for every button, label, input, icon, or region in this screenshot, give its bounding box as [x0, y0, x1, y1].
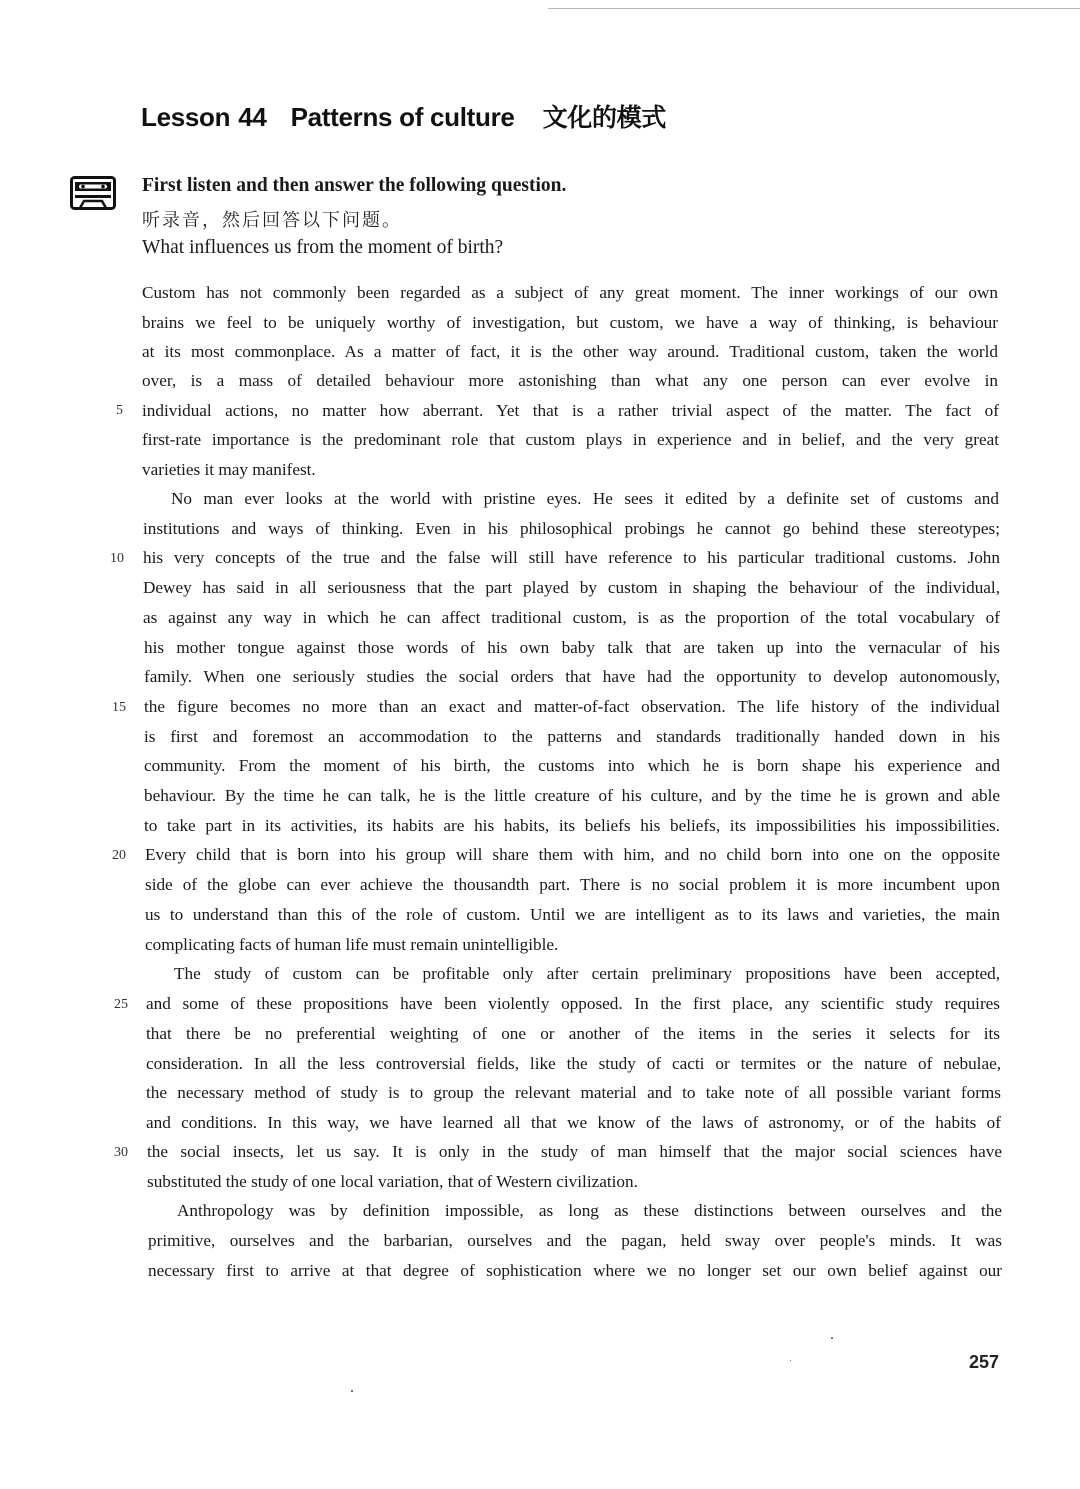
passage-line: primitive, ourselves and the barbarian, ourselves and the pagan, held sway over people's minds. It was	[148, 1231, 1002, 1250]
passage-line: to take part in its activities, its habits are his habits, its beliefs his beliefs, its impossibilities his impossibilities.	[144, 816, 1000, 835]
passage-line: the figure becomes no more than an exact and matter-of-fact observation. The life history of the individual	[144, 697, 1000, 716]
lesson-title-cn: 文化的模式	[542, 104, 667, 132]
passage-line: is first and foremost an accommodation to the patterns and standards traditionally handed down in his	[144, 727, 1000, 746]
passage-line: community. From the moment of his birth, the customs into which he is born shape his experience and	[144, 756, 1000, 775]
passage-line: the social insects, let us say. It is only in the study of man himself that the major social sciences have	[147, 1142, 1002, 1161]
top-rule	[548, 8, 1080, 9]
passage-line: that there be no preferential weighting of one or another of the items in the series it selects for its	[146, 1024, 1000, 1043]
page-number: 257	[969, 1352, 1000, 1372]
passage-line: and some of these propositions have been violently opposed. In the first place, any scientific study requires	[146, 994, 1000, 1013]
lesson-number: 44	[238, 102, 267, 132]
line-number: 15	[112, 700, 126, 715]
line-number: 25	[114, 997, 128, 1012]
passage-line: Dewey has said in all seriousness that the part played by custom in shaping the behaviour of the individual,	[143, 578, 1000, 597]
passage-line: substituted the study of one local variation, that of Western civilization.	[147, 1172, 638, 1191]
question-heading: First listen and then answer the following question.	[142, 175, 567, 196]
passage-line: his mother tongue against those words of his own baby talk that are taken up into the vernacular of his	[144, 638, 1000, 657]
scan-speck	[351, 1390, 353, 1392]
question-heading-cn: 听录音，然后回答以下问题。	[142, 210, 402, 231]
line-number: 10	[110, 551, 124, 566]
passage-line: institutions and ways of thinking. Even in his philosophical probings he cannot go behind these stereotypes;	[143, 519, 1000, 538]
passage-line: complicating facts of human life must remain unintelligible.	[145, 935, 559, 954]
passage-line: behaviour. By the time he can talk, he is the little creature of his culture, and by the time he is grown and able	[144, 786, 1000, 805]
passage-line: side of the globe can ever achieve the thousandth part. There is no social problem it is more incumbent upon	[145, 875, 1000, 894]
passage-line: varieties it may manifest.	[142, 460, 316, 479]
passage-line: and conditions. In this way, we have learned all that we know of the laws of astronomy, or of the habits of	[146, 1113, 1001, 1132]
question-text: What influences us from the moment of birth?	[142, 237, 504, 258]
line-number: 20	[112, 848, 126, 863]
passage-line: Custom has not commonly been regarded as a subject of any great moment. The inner workings of our own	[142, 283, 998, 302]
passage-line: consideration. In all the less controversial fields, like the study of cacti or termites or the nature of nebulae,	[146, 1054, 1001, 1073]
lesson-title	[141, 98, 666, 134]
passage-line: individual actions, no matter how aberrant. Yet that is a rather trivial aspect of the matter. The fact of	[142, 401, 999, 420]
passage-line: No man ever looks at the world with pristine eyes. He sees it edited by a definite set of customs and	[171, 489, 999, 508]
passage-line: as against any way in which he can affect traditional custom, is as the proportion of the total vocabulary of	[143, 608, 1000, 627]
passage-line: at its most commonplace. As a matter of fact, it is the other way around. Traditional custom, taken the world	[142, 342, 998, 361]
cassette-tape-icon	[70, 176, 116, 210]
line-number: 5	[116, 403, 123, 418]
passage-line: over, is a mass of detailed behaviour more astonishing than what any one person can ever evolve in	[142, 371, 998, 390]
line-number: 30	[114, 1145, 128, 1160]
passage-line: the necessary method of study is to group the relevant material and to take note of all possible variant forms	[146, 1083, 1001, 1102]
scan-speck	[831, 1337, 833, 1339]
passage-line: us to understand than this of the role of custom. Until we are intelligent as to its laws and varieties, the main	[145, 905, 1000, 924]
passage-line: Anthropology was by definition impossible, as long as these distinctions between ourselves and the	[177, 1201, 1002, 1220]
passage-line: Every child that is born into his group will share them with him, and no child born into one on the opposite	[145, 845, 1000, 864]
lesson-title-en: Patterns of culture	[290, 102, 515, 132]
passage-line: The study of custom can be profitable only after certain preliminary propositions have been accepted,	[174, 964, 1000, 983]
passage-line: brains we feel to be uniquely worthy of investigation, but custom, we have a way of thinking, is behaviour	[142, 313, 998, 332]
passage-line: first-rate importance is the predominant role that custom plays in experience and in belief, and the very great	[142, 430, 999, 449]
passage-line: necessary first to arrive at that degree of sophistication where we no longer set our own belief against our	[148, 1261, 1002, 1280]
lesson-label: Lesson	[141, 102, 231, 132]
passage-line: his very concepts of the true and the false will still have reference to his particular traditional customs. John	[143, 548, 1000, 567]
passage-line: family. When one seriously studies the social orders that have had the opportunity to develop autonomously,	[144, 667, 1000, 686]
scan-speck	[790, 1360, 791, 1361]
